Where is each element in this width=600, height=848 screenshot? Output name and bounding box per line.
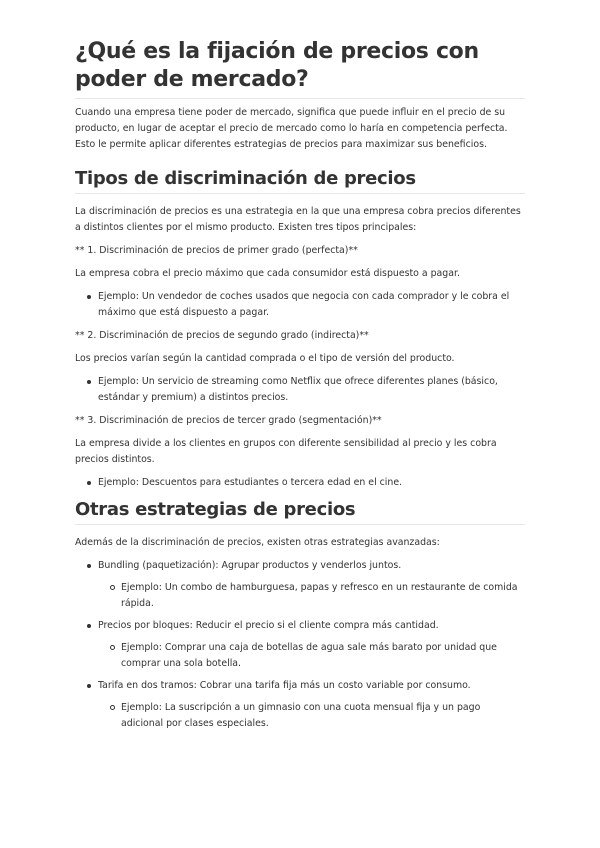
sub-list-item: Ejemplo: Comprar una caja de botellas de agua sale más barato por unidad que comprar una sola botella. xyxy=(121,640,525,672)
list-item: Ejemplo: Un servicio de streaming como Netflix que ofrece diferentes planes (básico, estándar y premium) a distintos precios. xyxy=(98,374,525,406)
strategy-text: Bundling (paquetización): Agrupar productos y venderlos juntos. xyxy=(98,560,402,571)
section-heading-otras: Otras estrategias de precios xyxy=(75,498,525,525)
list-item xyxy=(98,618,525,672)
list-item: Ejemplo: Un vendedor de coches usados que negocia con cada comprador y le cobra el máximo que está dispuesto a pagar. xyxy=(98,289,525,321)
sub-list-item: Ejemplo: La suscripción a un gimnasio con una cuota mensual fija y un pago adicional por clases especiales. xyxy=(121,700,525,732)
type-title: ** 1. Discriminación de precios de primer grado (perfecta)** xyxy=(75,245,358,256)
strategy-text: Precios por bloques: Reducir el precio si el cliente compra más cantidad. xyxy=(98,620,439,631)
page-title: ¿Qué es la fijación de precios con poder de mercado? xyxy=(75,38,525,99)
list-item xyxy=(98,558,525,612)
sub-list xyxy=(98,580,525,612)
example-list xyxy=(75,475,525,491)
example-list xyxy=(75,289,525,321)
type-description: La empresa divide a los clientes en grupos con diferente sensibilidad al precio y les cobra precios distintos. xyxy=(75,438,497,465)
type-description: Los precios varían según la cantidad comprada o el tipo de versión del producto. xyxy=(75,353,455,364)
type-title: ** 3. Discriminación de precios de tercer grado (segmentación)** xyxy=(75,415,382,426)
sub-list xyxy=(98,700,525,732)
section-heading-tipos: Tipos de discriminación de precios xyxy=(75,167,525,194)
section-intro: La discriminación de precios es una estrategia en la que una empresa cobra precios diferentes a distintos clientes por el mismo producto. Existen tres tipos principales: xyxy=(75,206,521,233)
sub-list xyxy=(98,640,525,672)
list-item: Ejemplo: Descuentos para estudiantes o tercera edad en el cine. xyxy=(98,475,525,491)
type-description: La empresa cobra el precio máximo que cada consumidor está dispuesto a pagar. xyxy=(75,268,460,279)
strategy-text: Tarifa en dos tramos: Cobrar una tarifa fija más un costo variable por consumo. xyxy=(98,680,471,691)
sub-list-item: Ejemplo: Un combo de hamburguesa, papas y refresco en un restaurante de comida rápida. xyxy=(121,580,525,612)
example-list xyxy=(75,374,525,406)
type-title: ** 2. Discriminación de precios de segundo grado (indirecta)** xyxy=(75,330,369,341)
section-intro: Además de la discriminación de precios, existen otras estrategias avanzadas: xyxy=(75,537,440,548)
intro-paragraph: Cuando una empresa tiene poder de mercado, significa que puede influir en el precio de su producto, en lugar de aceptar el precio de mercado como lo haría en competencia perfecta. Esto le permite aplicar diferentes estrategias de precios para maximizar sus beneficios. xyxy=(75,107,508,150)
list-item xyxy=(98,678,525,732)
strategy-list xyxy=(75,558,525,732)
